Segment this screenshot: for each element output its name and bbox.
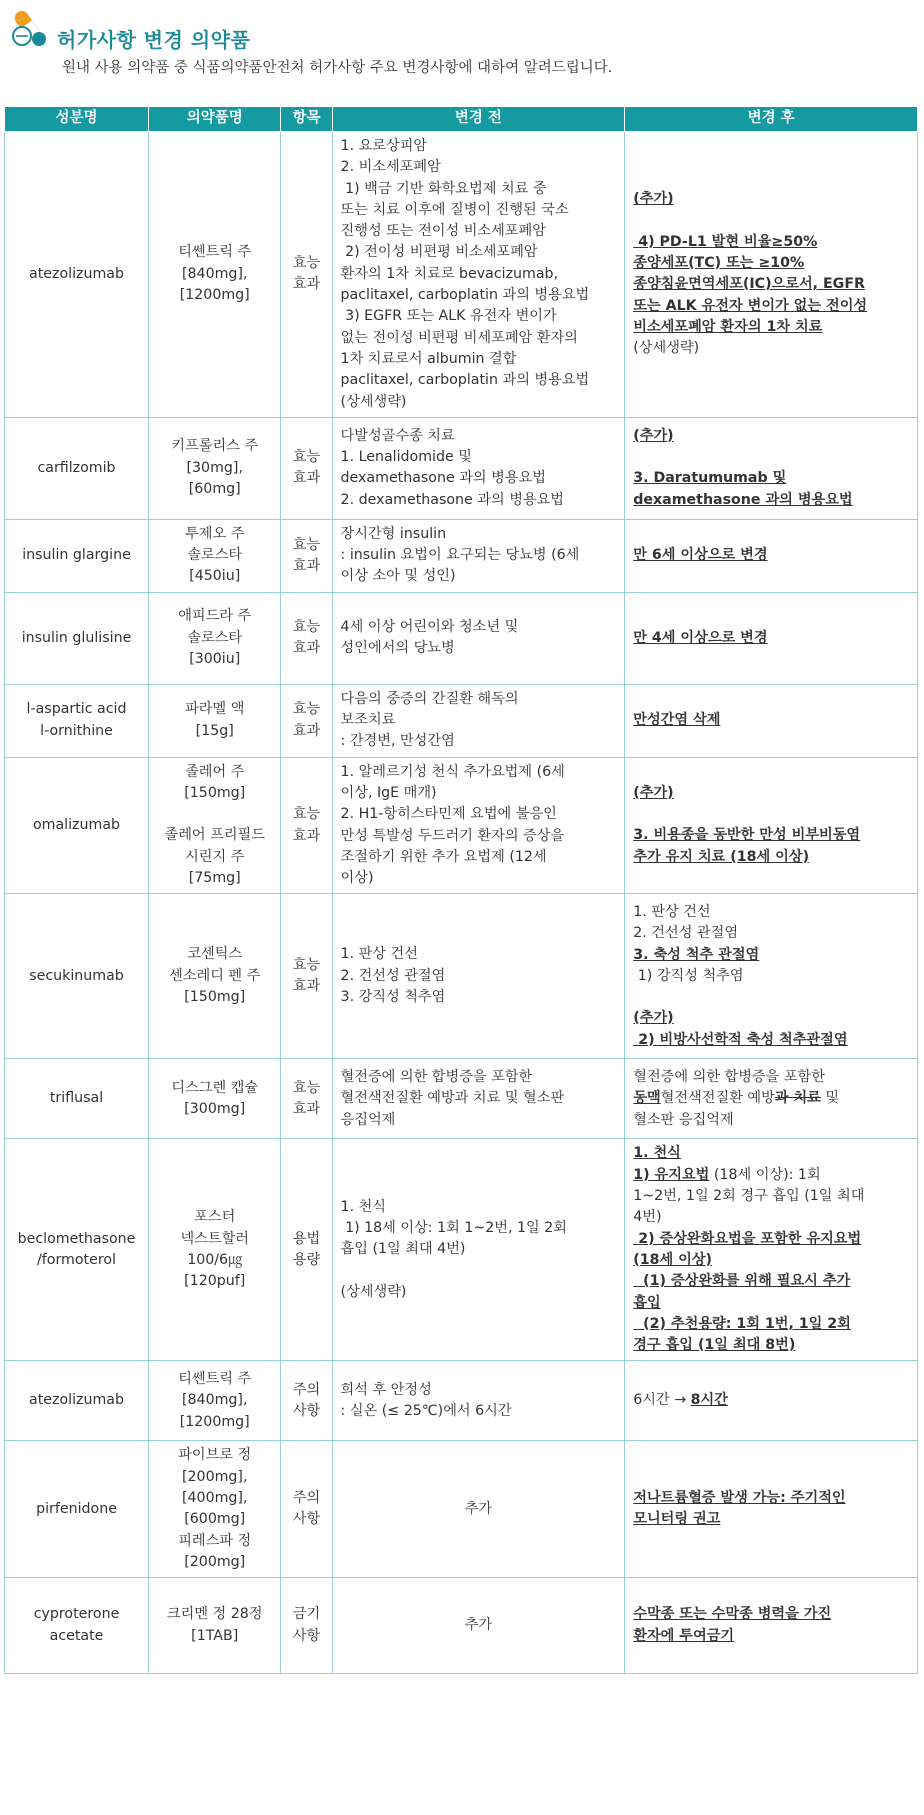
table-row bbox=[5, 684, 918, 757]
category-cell: 효능 효과 bbox=[281, 684, 332, 757]
product-cell: 파이브로 정 [200mg], [400mg], [600mg] 피레스파 정 [200mg] bbox=[149, 1441, 281, 1578]
category-cell: 효능 효과 bbox=[281, 417, 332, 519]
after-cell: 저나트륨혈증 발생 가능: 주기적인 모니터링 권고 bbox=[625, 1441, 918, 1578]
category-cell: 금기 사항 bbox=[281, 1578, 332, 1674]
before-cell: 혈전증에 의한 합병증을 포함한 혈전색전질환 예방과 치료 및 혈소판 응집억제 bbox=[332, 1059, 625, 1139]
before-cell: 1. 천식 1) 18세 이상: 1회 1~2번, 1일 2회 흡입 (1일 최대 4번) (상세생략) bbox=[332, 1139, 625, 1361]
product-cell: 키프롤리스 주 [30mg], [60mg] bbox=[149, 417, 281, 519]
product-cell: 애피드라 주 솔로스타 [300iu] bbox=[149, 592, 281, 684]
before-cell: 추가 bbox=[332, 1441, 625, 1578]
header-product: 의약품명 bbox=[149, 107, 281, 132]
before-cell: 4세 이상 어린이와 청소년 및 성인에서의 당뇨병 bbox=[332, 592, 625, 684]
category-cell: 효능 효과 bbox=[281, 519, 332, 592]
table-row bbox=[5, 417, 918, 519]
table-row bbox=[5, 519, 918, 592]
product-cell: 파라멜 액 [15g] bbox=[149, 684, 281, 757]
before-cell: 1. 판상 건선 2. 건선성 관절염 3. 강직성 척추염 bbox=[332, 894, 625, 1059]
table-row bbox=[5, 757, 918, 894]
table-row bbox=[5, 1361, 918, 1441]
category-cell: 주의 사항 bbox=[281, 1441, 332, 1578]
category-cell: 주의 사항 bbox=[281, 1361, 332, 1441]
after-cell: 혈전증에 의한 합병증을 포함한 동맥혈전색전질환 예방과 치료 및 혈소판 응집억제 bbox=[625, 1059, 918, 1139]
ingredient-cell: pirfenidone bbox=[5, 1441, 149, 1578]
category-cell: 용법 용량 bbox=[281, 1139, 332, 1361]
header-after: 변경 후 bbox=[625, 107, 918, 132]
ingredient-cell: beclomethasone /formoterol bbox=[5, 1139, 149, 1361]
before-cell: 다발성골수종 치료 1. Lenalidomide 및 dexamethasone 과의 병용요법 2. dexamethasone 과의 병용요법 bbox=[332, 417, 625, 519]
ingredient-cell: insulin glargine bbox=[5, 519, 149, 592]
page-subtitle: 원내 사용 의약품 중 식품의약품안전처 허가사항 주요 변경사항에 대하여 알려드립니다. bbox=[62, 60, 613, 76]
product-cell: 디스그렌 캡슐 [300mg] bbox=[149, 1059, 281, 1139]
ingredient-cell: insulin glulisine bbox=[5, 592, 149, 684]
ingredient-cell: triflusal bbox=[5, 1059, 149, 1139]
after-cell: 만 4세 이상으로 변경 bbox=[625, 592, 918, 684]
product-cell: 티쎈트릭 주 [840mg], [1200mg] bbox=[149, 132, 281, 418]
before-cell: 장시간형 insulin : insulin 요법이 요구되는 당뇨병 (6세 이상 소아 및 성인) bbox=[332, 519, 625, 592]
after-cell: 수막종 또는 수막종 병력을 가진 환자에 투여금기 bbox=[625, 1578, 918, 1674]
table-row bbox=[5, 1059, 918, 1139]
table-row bbox=[5, 1578, 918, 1674]
category-cell: 효능 효과 bbox=[281, 1059, 332, 1139]
table-row bbox=[5, 592, 918, 684]
header-before: 변경 전 bbox=[332, 107, 625, 132]
product-cell: 코센틱스 센소레디 펜 주 [150mg] bbox=[149, 894, 281, 1059]
after-cell: 만 6세 이상으로 변경 bbox=[625, 519, 918, 592]
ingredient-cell: atezolizumab bbox=[5, 1361, 149, 1441]
pill-capsules-icon bbox=[8, 6, 52, 50]
after-cell: (추가) 4) PD-L1 발현 비율≥50% 종양세포(TC) 또는 ≥10% 종양침윤면역세포(IC)으로서, EGFR 또는 ALK 유전자 변이가 없는 전이성 비소세포폐암 환자의 1차 치료 (상세생략) bbox=[625, 132, 918, 418]
change-table bbox=[4, 106, 918, 1674]
ingredient-cell: secukinumab bbox=[5, 894, 149, 1059]
before-cell: 1. 알레르기성 천식 추가요법제 (6세 이상, IgE 매개) 2. H1-항히스타민제 요법에 불응인 만성 특발성 두드러기 환자의 증상을 조절하기 위한 추가 요법제 (12세 이상) bbox=[332, 757, 625, 894]
product-cell: 포스터 넥스트할러 100/6㎍ [120puf] bbox=[149, 1139, 281, 1361]
table-row bbox=[5, 132, 918, 418]
table-header-row bbox=[5, 107, 918, 132]
category-cell: 효능 효과 bbox=[281, 592, 332, 684]
ingredient-cell: carfilzomib bbox=[5, 417, 149, 519]
before-cell: 희석 후 안정성 : 실온 (≤ 25℃)에서 6시간 bbox=[332, 1361, 625, 1441]
before-cell: 추가 bbox=[332, 1578, 625, 1674]
category-cell: 효능 효과 bbox=[281, 757, 332, 894]
page-header bbox=[0, 0, 924, 100]
ingredient-cell: cyproterone acetate bbox=[5, 1578, 149, 1674]
after-cell: (추가) 3. 비용종을 동반한 만성 비부비동염 추가 유지 치료 (18세 이상) bbox=[625, 757, 918, 894]
product-cell: 티쎈트릭 주 [840mg], [1200mg] bbox=[149, 1361, 281, 1441]
table-row bbox=[5, 1139, 918, 1361]
before-cell: 1. 요로상피암 2. 비소세포폐암 1) 백금 기반 화학요법제 치료 중 또는 치료 이후에 질병이 진행된 국소 진행성 또는 전이성 비소세포폐암 2) 전이성 비편평 비소세포폐암 환자의 1차 치료로 bevacizumab, paclitaxel, carboplatin 과의 병용요법 3) EGFR 또는 ALK 유전자 변이가 없는 전이성 비편평 비세포폐암 환자의 1차 치료로서 albumin 결합 paclitaxel, carboplatin 과의 병용요법 (상세생략) bbox=[332, 132, 625, 418]
after-cell: 6시간 → 8시간 bbox=[625, 1361, 918, 1441]
after-cell: 1. 천식 1) 유지요법 (18세 이상): 1회 1~2번, 1일 2회 경구 흡입 (1일 최대 4번) 2) 증상완화요법을 포함한 유지요법 (18세 이상) (1) 증상완화를 위해 필요시 추가 흡입 (2) 추천용량: 1회 1번, 1일 2회 경구 흡입 (1일 최대 8번) bbox=[625, 1139, 918, 1361]
ingredient-cell: l-aspartic acid l-ornithine bbox=[5, 684, 149, 757]
after-cell: (추가) 3. Daratumumab 및 dexamethasone 과의 병용요법 bbox=[625, 417, 918, 519]
category-cell: 효능 효과 bbox=[281, 132, 332, 418]
table-row bbox=[5, 894, 918, 1059]
page-title: 허가사항 변경 의약품 bbox=[57, 28, 251, 52]
product-cell: 크리멘 정 28정 [1TAB] bbox=[149, 1578, 281, 1674]
after-cell: 1. 판상 건선 2. 건선성 관절염 3. 축성 척추 관절염 1) 강직성 척추염 (추가) 2) 비방사선학적 축성 척추관절염 bbox=[625, 894, 918, 1059]
before-cell: 다음의 중증의 간질환 해독의 보조치료 : 간경변, 만성간염 bbox=[332, 684, 625, 757]
product-cell: 졸레어 주 [150mg] 졸레어 프리필드 시린지 주 [75mg] bbox=[149, 757, 281, 894]
category-cell: 효능 효과 bbox=[281, 894, 332, 1059]
header-ingredient: 성분명 bbox=[5, 107, 149, 132]
product-cell: 투제오 주 솔로스타 [450iu] bbox=[149, 519, 281, 592]
table-row bbox=[5, 1441, 918, 1578]
after-cell: 만성간염 삭제 bbox=[625, 684, 918, 757]
ingredient-cell: omalizumab bbox=[5, 757, 149, 894]
ingredient-cell: atezolizumab bbox=[5, 132, 149, 418]
header-category: 항목 bbox=[281, 107, 332, 132]
